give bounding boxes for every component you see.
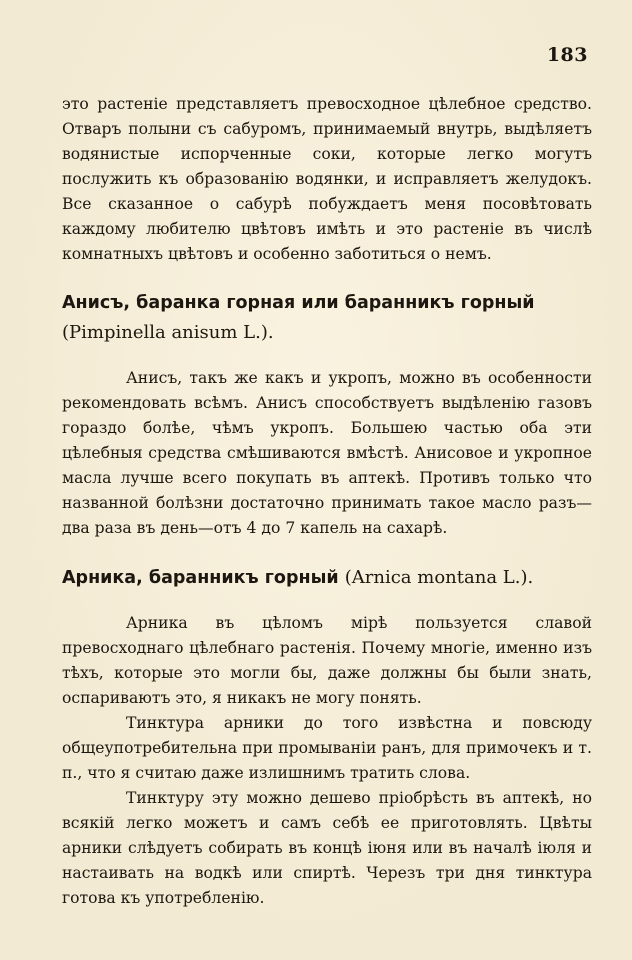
arnica-paragraph-3: Тинктуру эту можно дешево пріобрѣсть въ аптекѣ, но всякій легко можетъ и самъ себѣ ее приготовлять. Цвѣты арники слѣдуетъ собирать въ концѣ іюня или въ началѣ іюля и настаивать на водкѣ или спиртѣ. Черезъ три дня тинктура готова къ употребленію. bbox=[62, 789, 592, 907]
arnica-heading-latin: (Arnica montana L.). bbox=[344, 567, 534, 588]
intro-paragraph: это растеніе представляетъ превосходное цѣлебное средство. Отваръ полыни съ сабуромъ, принимаемый внутрь, выдѣляетъ водянистые испорченные соки, которые легко могутъ послужить къ образованію водянки, и исправляетъ желудокъ. Все сказанное о сабурѣ побуждаетъ меня посовѣтовать каждому любителю цвѣтовъ имѣть и это растеніе въ числѣ комнатныхъ цвѣтовъ и особенно заботиться о немъ. bbox=[62, 95, 592, 263]
anise-paragraph: Анисъ, такъ же какъ и укропъ, можно въ особенности рекомендовать всѣмъ. Анисъ способствуетъ выдѣленію газовъ гораздо болѣе, чѣмъ укропъ. Большею частью оба эти цѣлебныя средства смѣшиваются вмѣстѣ. Анисовое и укропное масла лучше всего покупать въ аптекѣ. Противъ только что названной болѣзни достаточно принимать такое масло разъ—два раза въ день—отъ 4 до 7 капель на сахарѣ. bbox=[62, 369, 592, 537]
arnica-paragraph-1: Арника въ цѣломъ мірѣ пользуется славой превосходнаго цѣлебнаго растенія. Почему многіе, именно изъ тѣхъ, которые это могли бы, даже должны бы были знать, оспариваютъ это, я никакъ не могу понять. bbox=[62, 614, 592, 707]
page-number: 183 bbox=[546, 44, 588, 66]
arnica-paragraph-2: Тинктура арники до того извѣстна и повсюду общеупотребительна при промываніи ранъ, для примочекъ и т. п., что я считаю даже излишнимъ тратить слова. bbox=[62, 714, 592, 782]
anise-heading-russian: Анисъ, баранка горная или баранникъ горный bbox=[62, 293, 535, 313]
page-content bbox=[62, 92, 592, 911]
arnica-heading bbox=[62, 563, 592, 593]
anise-heading bbox=[62, 289, 592, 348]
anise-heading-latin: (Pimpinella anisum L.). bbox=[62, 322, 274, 343]
arnica-heading-russian: Арника, баранникъ горный bbox=[62, 568, 339, 588]
